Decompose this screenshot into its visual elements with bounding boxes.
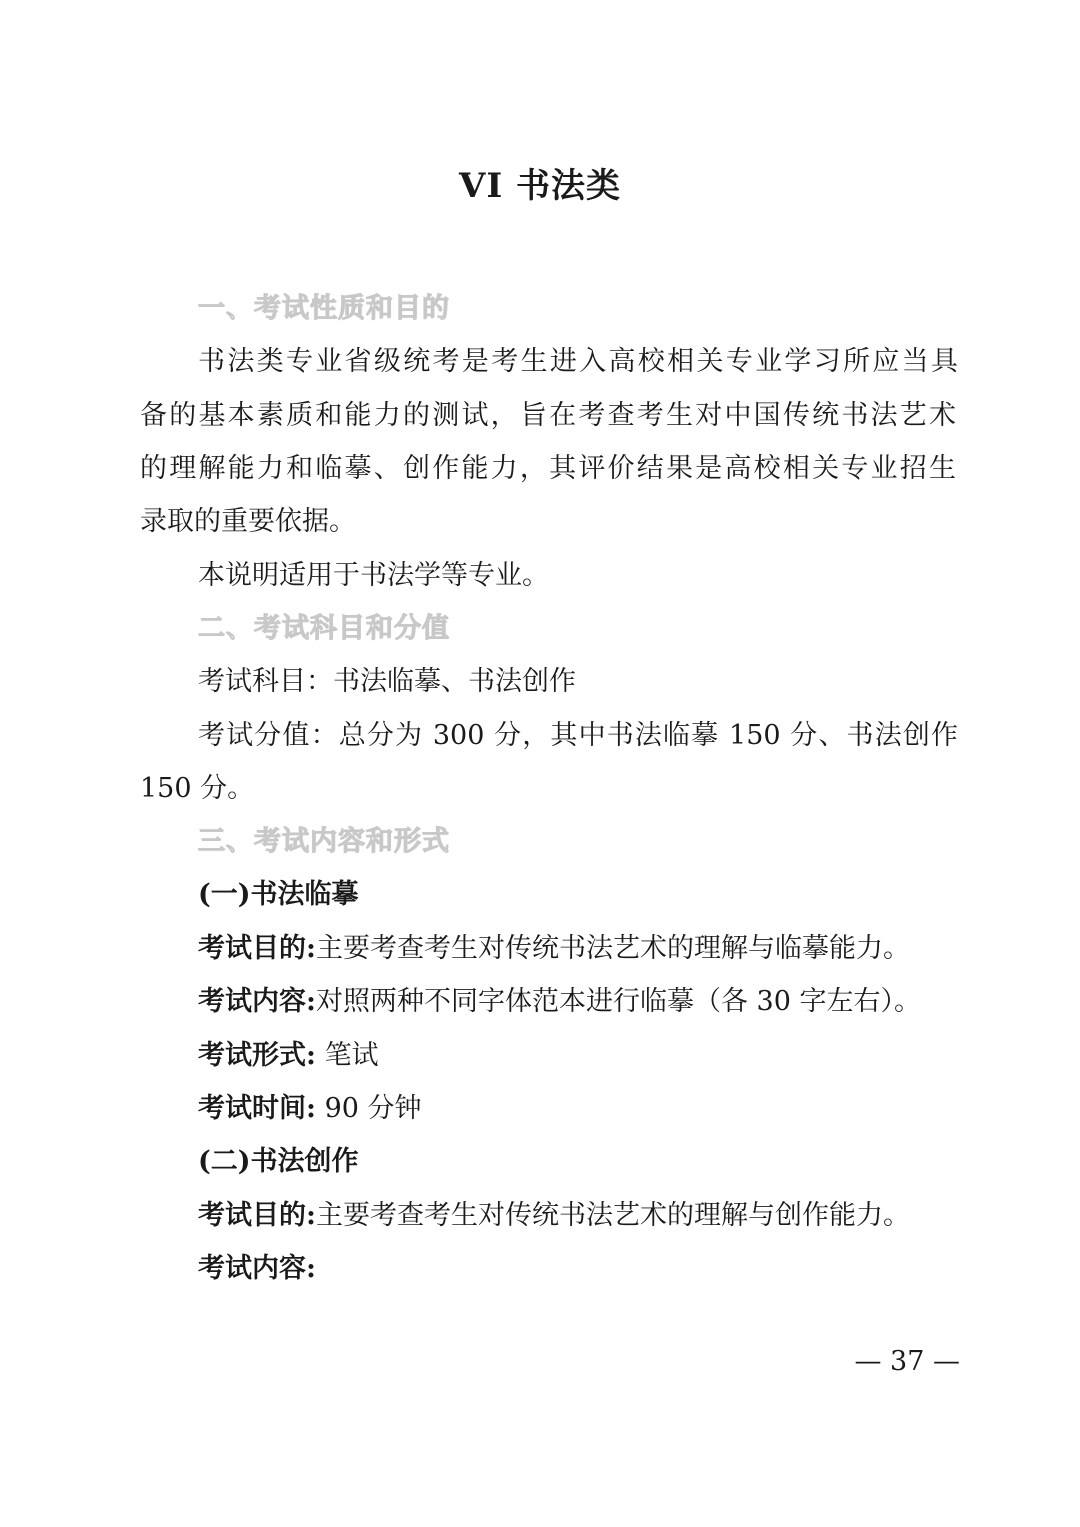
creation-content [198,1250,958,1288]
exam-subjects: 考试科目：书法临摹、书法创作 [198,666,576,697]
field-label: 考试目的: [198,1200,316,1231]
section-heading-content-form: 三、考试内容和形式 [198,826,450,857]
subsection-heading-creation: (二)书法创作 [198,1146,359,1177]
creation-purpose [198,1197,958,1235]
page-title: VI 书法类 [458,166,622,206]
paragraph-line: 书法类专业省级统考是考生进入高校相关专业学习所应当具 [198,346,958,377]
copying-form [198,1037,958,1075]
field-label: 考试时间: [198,1093,316,1124]
field-value: 笔试 [324,1040,379,1071]
field-label: 考试内容: [198,1253,316,1284]
field-label: 考试目的: [198,933,316,964]
field-label: 考试形式: [198,1040,316,1071]
page-number: — 37 — [854,1346,960,1377]
copying-purpose [198,930,958,968]
exam-scores-line: 150 分。 [140,773,255,804]
section-heading-subjects-scores: 二、考试科目和分值 [198,613,450,644]
copying-content [198,983,958,1021]
exam-scores-line: 考试分值：总分为 300 分，其中书法临摹 150 分、书法创作 [198,720,958,751]
paragraph-line: 的理解能力和临摹、创作能力，其评价结果是高校相关专业招生 [140,453,956,484]
field-value: 90 分钟 [324,1093,422,1124]
field-value: 主要考查考生对传统书法艺术的理解与临摹能力。 [315,933,910,964]
field-label: 考试内容: [198,986,316,1017]
subsection-heading-copying: (一)书法临摹 [198,879,359,910]
field-value: 主要考查考生对传统书法艺术的理解与创作能力。 [315,1200,910,1231]
copying-time [198,1090,958,1128]
section-heading-nature-purpose: 一、考试性质和目的 [198,293,450,324]
paragraph-applicability: 本说明适用于书法学等专业。 [198,560,549,591]
field-value: 对照两种不同字体范本进行临摹（各 30 字左右）。 [315,986,921,1017]
paragraph-line: 备的基本素质和能力的测试，旨在考查考生对中国传统书法艺术 [140,400,956,431]
paragraph-line: 录取的重要依据。 [140,506,356,537]
